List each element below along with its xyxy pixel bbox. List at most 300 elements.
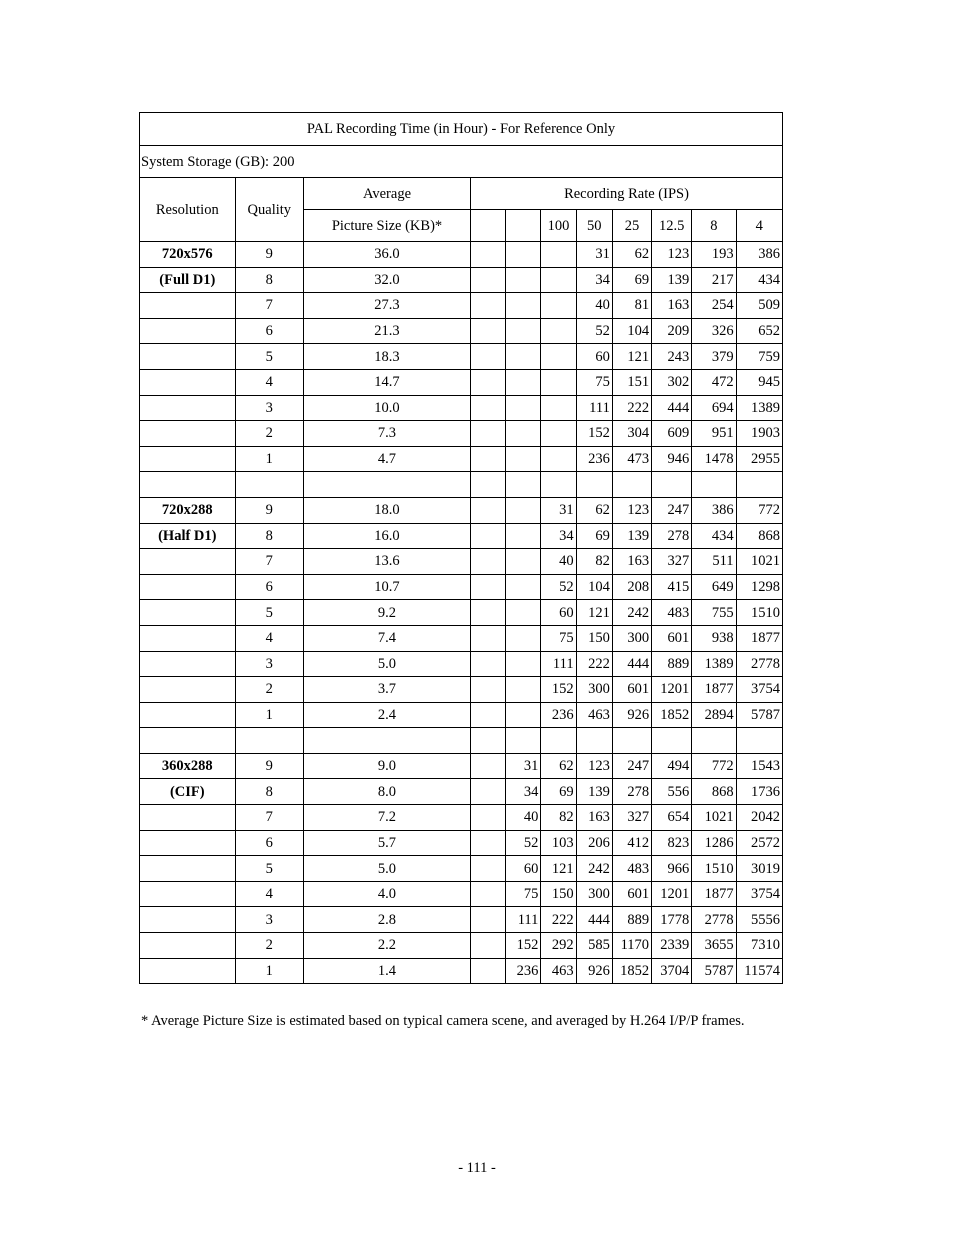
- table-row: [140, 677, 783, 703]
- recording-hours-cell: [471, 497, 506, 523]
- recording-hours-cell: [471, 958, 506, 984]
- recording-hours-cell: 386: [692, 497, 736, 523]
- resolution-label: 720x576: [140, 242, 236, 268]
- recording-hours-cell: [471, 549, 506, 575]
- recording-hours-cell: 236: [576, 446, 612, 472]
- recording-hours-cell: 40: [506, 805, 541, 831]
- recording-hours-cell: 40: [576, 293, 612, 319]
- picture-size-cell: 4.7: [303, 446, 470, 472]
- recording-hours-cell: 34: [506, 779, 541, 805]
- recording-hours-cell: 81: [612, 293, 651, 319]
- recording-hours-cell: [541, 369, 576, 395]
- picture-size-header: Picture Size (KB)*: [303, 210, 470, 242]
- recording-hours-cell: 772: [736, 497, 782, 523]
- recording-hours-cell: [506, 625, 541, 651]
- empty-cell: [471, 472, 506, 498]
- picture-size-cell: 7.3: [303, 421, 470, 447]
- recording-hours-cell: 1478: [692, 446, 736, 472]
- empty-cell: [140, 600, 236, 626]
- footnote: * Average Picture Size is estimated based on typical camera scene, and averaged by H.264 I/P/P frames.: [141, 1013, 745, 1029]
- recording-hours-cell: [506, 395, 541, 421]
- picture-size-cell: 2.4: [303, 702, 470, 728]
- recording-hours-cell: 415: [652, 574, 692, 600]
- recording-hours-cell: 34: [576, 267, 612, 293]
- picture-size-cell: 5.0: [303, 856, 470, 882]
- quality-cell: 6: [235, 830, 303, 856]
- recording-hours-cell: 209: [652, 318, 692, 344]
- table-row: [140, 369, 783, 395]
- recording-hours-cell: 609: [652, 421, 692, 447]
- empty-cell: [612, 728, 651, 754]
- recording-hours-cell: 236: [541, 702, 576, 728]
- recording-hours-cell: 951: [692, 421, 736, 447]
- empty-cell: [140, 446, 236, 472]
- recording-hours-cell: [541, 395, 576, 421]
- recording-hours-cell: 1201: [652, 677, 692, 703]
- empty-cell: [140, 293, 236, 319]
- recording-hours-cell: 304: [612, 421, 651, 447]
- rate-header: 25: [612, 210, 651, 242]
- empty-cell: [612, 472, 651, 498]
- quality-cell: 6: [235, 318, 303, 344]
- recording-hours-cell: [541, 318, 576, 344]
- recording-hours-cell: 62: [541, 753, 576, 779]
- recording-hours-cell: 111: [541, 651, 576, 677]
- table-row: [140, 523, 783, 549]
- recording-hours-cell: [541, 446, 576, 472]
- empty-cell: [140, 933, 236, 959]
- recording-hours-cell: 7310: [736, 933, 782, 959]
- empty-cell: [140, 472, 236, 498]
- picture-size-cell: 5.0: [303, 651, 470, 677]
- recording-hours-cell: 649: [692, 574, 736, 600]
- recording-hours-cell: 483: [612, 856, 651, 882]
- recording-hours-cell: 243: [652, 344, 692, 370]
- table-row: [140, 421, 783, 447]
- picture-size-cell: 13.6: [303, 549, 470, 575]
- empty-cell: [140, 728, 236, 754]
- resolution-label: 360x288: [140, 753, 236, 779]
- recording-hours-cell: 217: [692, 267, 736, 293]
- recording-hours-cell: 759: [736, 344, 782, 370]
- recording-hours-cell: 111: [576, 395, 612, 421]
- recording-hours-cell: [506, 549, 541, 575]
- picture-size-cell: 1.4: [303, 958, 470, 984]
- rate-header: [506, 210, 541, 242]
- resolution-sublabel: (CIF): [140, 779, 236, 805]
- quality-cell: 1: [235, 446, 303, 472]
- recording-hours-cell: 5787: [736, 702, 782, 728]
- recording-hours-cell: 326: [692, 318, 736, 344]
- picture-size-cell: 9.0: [303, 753, 470, 779]
- recording-hours-cell: 5556: [736, 907, 782, 933]
- recording-hours-cell: 5787: [692, 958, 736, 984]
- recording-hours-cell: [471, 625, 506, 651]
- average-header: Average: [303, 178, 470, 210]
- recording-hours-cell: 755: [692, 600, 736, 626]
- picture-size-cell: 32.0: [303, 267, 470, 293]
- quality-cell: 4: [235, 625, 303, 651]
- recording-hours-cell: [471, 753, 506, 779]
- recording-hours-cell: 75: [506, 881, 541, 907]
- recording-hours-cell: [506, 293, 541, 319]
- recording-hours-cell: 1877: [692, 881, 736, 907]
- recording-hours-cell: 151: [612, 369, 651, 395]
- recording-hours-cell: 34: [541, 523, 576, 549]
- table-title: PAL Recording Time (in Hour) - For Reference Only: [140, 113, 783, 146]
- recording-hours-cell: 163: [652, 293, 692, 319]
- empty-cell: [140, 856, 236, 882]
- recording-hours-cell: [506, 677, 541, 703]
- recording-hours-cell: [471, 242, 506, 268]
- recording-hours-cell: [541, 267, 576, 293]
- recording-hours-cell: 247: [652, 497, 692, 523]
- empty-cell: [140, 907, 236, 933]
- recording-hours-cell: 152: [541, 677, 576, 703]
- empty-cell: [140, 421, 236, 447]
- recording-hours-cell: 75: [576, 369, 612, 395]
- recording-hours-cell: [471, 677, 506, 703]
- recording-hours-cell: [506, 318, 541, 344]
- recording-rate-header: Recording Rate (IPS): [471, 178, 783, 210]
- recording-hours-cell: 1286: [692, 830, 736, 856]
- recording-hours-cell: 278: [652, 523, 692, 549]
- recording-hours-cell: 60: [576, 344, 612, 370]
- picture-size-cell: 36.0: [303, 242, 470, 268]
- recording-hours-cell: [471, 651, 506, 677]
- recording-hours-cell: 300: [576, 881, 612, 907]
- recording-hours-cell: [541, 344, 576, 370]
- recording-hours-cell: 1389: [736, 395, 782, 421]
- picture-size-cell: 10.0: [303, 395, 470, 421]
- empty-cell: [140, 958, 236, 984]
- picture-size-cell: 18.0: [303, 497, 470, 523]
- recording-hours-cell: 150: [576, 625, 612, 651]
- recording-hours-cell: 300: [576, 677, 612, 703]
- quality-cell: 6: [235, 574, 303, 600]
- empty-cell: [140, 881, 236, 907]
- recording-hours-cell: 1903: [736, 421, 782, 447]
- recording-hours-cell: 40: [541, 549, 576, 575]
- recording-hours-cell: 601: [612, 881, 651, 907]
- recording-hours-cell: [506, 267, 541, 293]
- recording-hours-cell: 1543: [736, 753, 782, 779]
- recording-hours-cell: 302: [652, 369, 692, 395]
- recording-hours-cell: 11574: [736, 958, 782, 984]
- recording-hours-cell: [471, 600, 506, 626]
- table-row: [140, 779, 783, 805]
- recording-hours-cell: 2778: [692, 907, 736, 933]
- quality-cell: 5: [235, 856, 303, 882]
- recording-hours-cell: [471, 318, 506, 344]
- recording-hours-cell: 300: [612, 625, 651, 651]
- recording-hours-cell: 69: [576, 523, 612, 549]
- recording-hours-cell: 123: [612, 497, 651, 523]
- recording-hours-cell: 1736: [736, 779, 782, 805]
- recording-time-table: [139, 112, 783, 984]
- recording-hours-cell: 386: [736, 242, 782, 268]
- recording-hours-cell: 511: [692, 549, 736, 575]
- recording-hours-cell: 3019: [736, 856, 782, 882]
- picture-size-cell: 8.0: [303, 779, 470, 805]
- picture-size-cell: 7.2: [303, 805, 470, 831]
- resolution-header: Resolution: [140, 178, 236, 242]
- empty-cell: [140, 369, 236, 395]
- empty-cell: [140, 574, 236, 600]
- table-row: [140, 267, 783, 293]
- quality-cell: 9: [235, 242, 303, 268]
- recording-hours-cell: 2572: [736, 830, 782, 856]
- quality-cell: 9: [235, 497, 303, 523]
- recording-hours-cell: 2894: [692, 702, 736, 728]
- recording-hours-cell: 823: [652, 830, 692, 856]
- picture-size-cell: 14.7: [303, 369, 470, 395]
- recording-hours-cell: 1298: [736, 574, 782, 600]
- recording-hours-cell: [506, 497, 541, 523]
- recording-hours-cell: 1201: [652, 881, 692, 907]
- separator-row: [140, 472, 783, 498]
- recording-hours-cell: 2955: [736, 446, 782, 472]
- quality-cell: 4: [235, 369, 303, 395]
- recording-hours-cell: 31: [541, 497, 576, 523]
- quality-header: Quality: [235, 178, 303, 242]
- rate-header: 100: [541, 210, 576, 242]
- recording-hours-cell: 292: [541, 933, 576, 959]
- recording-hours-cell: 62: [576, 497, 612, 523]
- recording-hours-cell: 69: [612, 267, 651, 293]
- recording-hours-cell: [471, 395, 506, 421]
- quality-cell: 5: [235, 600, 303, 626]
- recording-hours-cell: 2778: [736, 651, 782, 677]
- recording-hours-cell: [506, 446, 541, 472]
- recording-hours-cell: [471, 523, 506, 549]
- recording-hours-cell: 152: [506, 933, 541, 959]
- recording-hours-cell: 60: [506, 856, 541, 882]
- recording-hours-cell: 444: [652, 395, 692, 421]
- recording-hours-cell: [471, 574, 506, 600]
- recording-hours-cell: 278: [612, 779, 651, 805]
- empty-cell: [140, 651, 236, 677]
- empty-cell: [652, 728, 692, 754]
- recording-hours-cell: 139: [652, 267, 692, 293]
- recording-hours-cell: [506, 344, 541, 370]
- recording-hours-cell: 327: [652, 549, 692, 575]
- recording-hours-cell: 3754: [736, 881, 782, 907]
- recording-hours-cell: 1877: [736, 625, 782, 651]
- recording-hours-cell: 463: [541, 958, 576, 984]
- rate-header: 12.5: [652, 210, 692, 242]
- recording-hours-cell: [471, 805, 506, 831]
- resolution-sublabel: (Full D1): [140, 267, 236, 293]
- empty-cell: [541, 472, 576, 498]
- recording-hours-cell: 889: [612, 907, 651, 933]
- recording-hours-cell: 2042: [736, 805, 782, 831]
- recording-hours-cell: 1170: [612, 933, 651, 959]
- recording-hours-cell: 889: [652, 651, 692, 677]
- quality-cell: 3: [235, 651, 303, 677]
- recording-hours-cell: 1021: [736, 549, 782, 575]
- recording-hours-cell: 652: [736, 318, 782, 344]
- recording-hours-cell: 1778: [652, 907, 692, 933]
- recording-hours-cell: 463: [576, 702, 612, 728]
- recording-hours-cell: 3704: [652, 958, 692, 984]
- quality-cell: 3: [235, 907, 303, 933]
- recording-hours-cell: 31: [506, 753, 541, 779]
- recording-hours-cell: [541, 242, 576, 268]
- recording-hours-cell: [471, 267, 506, 293]
- table-row: [140, 753, 783, 779]
- recording-hours-cell: [506, 369, 541, 395]
- recording-hours-cell: 152: [576, 421, 612, 447]
- table-row: [140, 497, 783, 523]
- table-row: [140, 830, 783, 856]
- picture-size-cell: 5.7: [303, 830, 470, 856]
- empty-cell: [140, 805, 236, 831]
- quality-cell: 7: [235, 293, 303, 319]
- recording-hours-cell: 938: [692, 625, 736, 651]
- recording-hours-cell: 654: [652, 805, 692, 831]
- recording-hours-cell: 163: [576, 805, 612, 831]
- recording-hours-cell: 75: [541, 625, 576, 651]
- recording-hours-cell: 82: [576, 549, 612, 575]
- empty-cell: [471, 728, 506, 754]
- recording-hours-cell: [506, 421, 541, 447]
- recording-hours-cell: 1510: [692, 856, 736, 882]
- picture-size-cell: 2.2: [303, 933, 470, 959]
- empty-cell: [736, 728, 782, 754]
- recording-hours-cell: 412: [612, 830, 651, 856]
- recording-hours-cell: 494: [652, 753, 692, 779]
- recording-hours-cell: 3655: [692, 933, 736, 959]
- recording-hours-cell: [471, 702, 506, 728]
- table-row: [140, 651, 783, 677]
- empty-cell: [303, 728, 470, 754]
- empty-cell: [576, 728, 612, 754]
- table-row: [140, 881, 783, 907]
- recording-hours-cell: 193: [692, 242, 736, 268]
- picture-size-cell: 3.7: [303, 677, 470, 703]
- recording-hours-cell: [471, 344, 506, 370]
- recording-hours-cell: [471, 933, 506, 959]
- empty-cell: [140, 395, 236, 421]
- recording-hours-cell: 242: [576, 856, 612, 882]
- picture-size-cell: 18.3: [303, 344, 470, 370]
- quality-cell: 1: [235, 702, 303, 728]
- recording-hours-cell: 121: [576, 600, 612, 626]
- recording-hours-cell: 104: [576, 574, 612, 600]
- empty-cell: [140, 344, 236, 370]
- picture-size-cell: 4.0: [303, 881, 470, 907]
- recording-hours-cell: 111: [506, 907, 541, 933]
- recording-hours-cell: 31: [576, 242, 612, 268]
- recording-hours-cell: 946: [652, 446, 692, 472]
- recording-hours-cell: 150: [541, 881, 576, 907]
- resolution-label: 720x288: [140, 497, 236, 523]
- picture-size-cell: 21.3: [303, 318, 470, 344]
- empty-cell: [506, 728, 541, 754]
- recording-hours-cell: [471, 446, 506, 472]
- recording-hours-cell: [541, 421, 576, 447]
- recording-hours-cell: 473: [612, 446, 651, 472]
- recording-hours-cell: [471, 856, 506, 882]
- table-row: [140, 907, 783, 933]
- empty-cell: [692, 472, 736, 498]
- recording-hours-cell: 139: [576, 779, 612, 805]
- quality-cell: 7: [235, 549, 303, 575]
- recording-hours-cell: 2339: [652, 933, 692, 959]
- table-row: [140, 702, 783, 728]
- separator-row: [140, 728, 783, 754]
- table-row: [140, 242, 783, 268]
- quality-cell: 8: [235, 779, 303, 805]
- quality-cell: 5: [235, 344, 303, 370]
- recording-hours-cell: 254: [692, 293, 736, 319]
- quality-cell: 8: [235, 523, 303, 549]
- resolution-sublabel: (Half D1): [140, 523, 236, 549]
- picture-size-cell: 7.4: [303, 625, 470, 651]
- recording-hours-cell: 1510: [736, 600, 782, 626]
- quality-cell: 2: [235, 933, 303, 959]
- recording-hours-cell: 62: [612, 242, 651, 268]
- table-row: [140, 395, 783, 421]
- recording-hours-cell: 123: [652, 242, 692, 268]
- empty-cell: [506, 472, 541, 498]
- recording-hours-cell: 434: [692, 523, 736, 549]
- quality-cell: 4: [235, 881, 303, 907]
- recording-hours-cell: 52: [541, 574, 576, 600]
- recording-hours-cell: [471, 881, 506, 907]
- recording-hours-cell: 104: [612, 318, 651, 344]
- recording-hours-cell: 868: [736, 523, 782, 549]
- empty-cell: [541, 728, 576, 754]
- recording-hours-cell: 585: [576, 933, 612, 959]
- table-row: [140, 574, 783, 600]
- table-row: [140, 446, 783, 472]
- recording-hours-cell: [471, 907, 506, 933]
- recording-hours-cell: [471, 830, 506, 856]
- recording-hours-cell: 444: [576, 907, 612, 933]
- table-row: [140, 805, 783, 831]
- recording-hours-cell: 694: [692, 395, 736, 421]
- recording-hours-cell: [506, 242, 541, 268]
- quality-cell: 2: [235, 421, 303, 447]
- table-row: [140, 344, 783, 370]
- recording-hours-cell: 139: [612, 523, 651, 549]
- empty-cell: [235, 728, 303, 754]
- empty-cell: [140, 830, 236, 856]
- recording-hours-cell: 472: [692, 369, 736, 395]
- rate-header: 50: [576, 210, 612, 242]
- empty-cell: [736, 472, 782, 498]
- recording-hours-cell: 483: [652, 600, 692, 626]
- empty-cell: [140, 677, 236, 703]
- recording-hours-cell: [506, 600, 541, 626]
- table-row: [140, 318, 783, 344]
- recording-hours-cell: 121: [541, 856, 576, 882]
- empty-cell: [576, 472, 612, 498]
- table-body: [140, 113, 783, 984]
- picture-size-cell: 16.0: [303, 523, 470, 549]
- table-row: [140, 856, 783, 882]
- table-row: [140, 958, 783, 984]
- recording-hours-cell: 208: [612, 574, 651, 600]
- empty-cell: [652, 472, 692, 498]
- quality-cell: 7: [235, 805, 303, 831]
- recording-hours-cell: 60: [541, 600, 576, 626]
- recording-hours-cell: 926: [612, 702, 651, 728]
- quality-cell: 1: [235, 958, 303, 984]
- recording-hours-cell: 52: [576, 318, 612, 344]
